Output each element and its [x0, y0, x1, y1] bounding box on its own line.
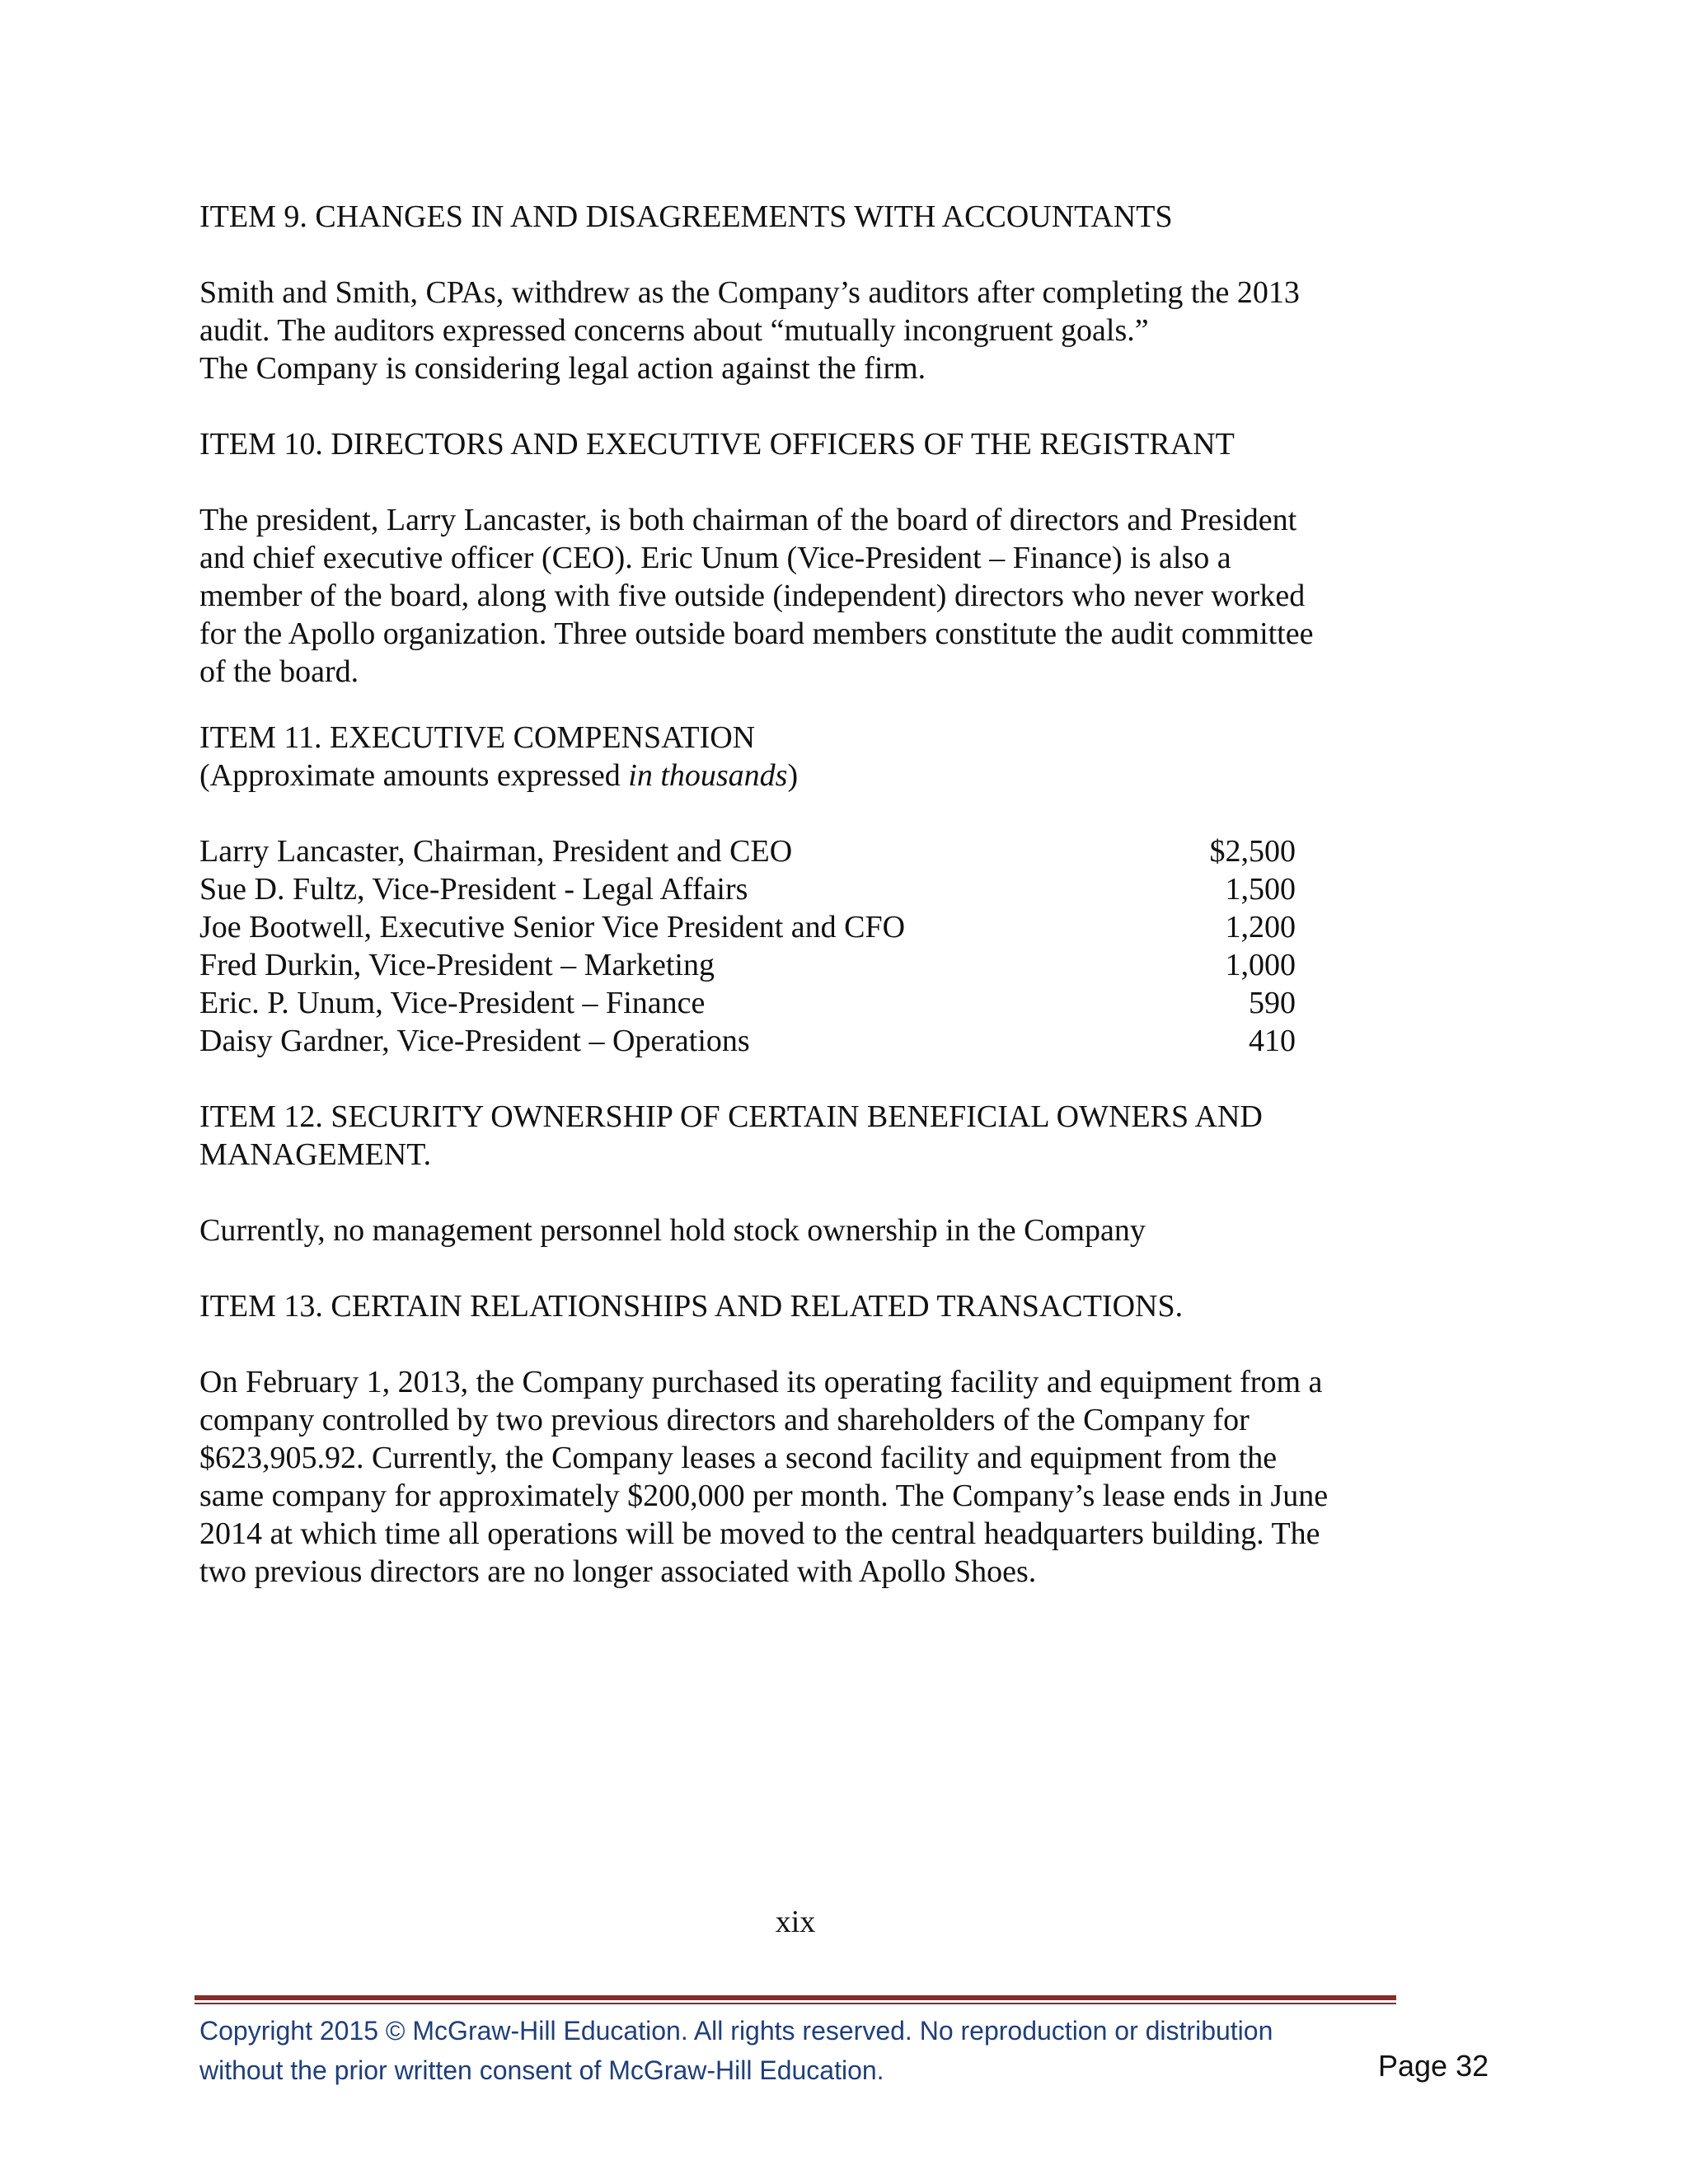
- item13-line-2: company controlled by two previous directors and shareholders of the Company for: [199, 1403, 1250, 1437]
- item10-line-2: and chief executive officer (CEO). Eric Unum (Vice-President – Finance) is also a: [199, 541, 1231, 575]
- compensation-row: [199, 908, 1296, 946]
- item12-text: Currently, no management personnel hold stock ownership in the Company: [199, 1213, 1146, 1248]
- item10-line-3: member of the board, along with five outside (independent) directors who never worked: [199, 579, 1306, 613]
- compensation-row: [199, 870, 1296, 908]
- item12-heading-line-1: ITEM 12. SECURITY OWNERSHIP OF CERTAIN BENEFICIAL OWNERS AND: [199, 1099, 1263, 1134]
- copyright-line-2: without the prior written consent of McGraw-Hill Education.: [199, 2055, 884, 2085]
- item13-line-1: On February 1, 2013, the Company purchased its operating facility and equipment from a: [199, 1365, 1323, 1399]
- item12-heading-line-2: MANAGEMENT.: [199, 1137, 432, 1172]
- item10-line-4: for the Apollo organization. Three outside board members constitute the audit committee: [199, 616, 1314, 651]
- compensation-name: Daisy Gardner, Vice-President – Operations: [199, 1024, 750, 1058]
- compensation-amount: 1,200: [1225, 910, 1296, 944]
- compensation-row: [199, 1022, 1296, 1060]
- footer-divider-thin: [195, 2003, 1396, 2004]
- item13-line-4: same company for approximately $200,000 per month. The Company’s lease ends in June: [199, 1479, 1329, 1513]
- item11-subtitle-suffix: ): [787, 758, 799, 793]
- copyright-notice: [199, 2011, 1436, 2090]
- item11-subtitle-italic: in thousands: [628, 758, 788, 793]
- item13-line-5: 2014 at which time all operations will be moved to the central headquarters building. The: [199, 1516, 1320, 1551]
- compensation-amount: 1,500: [1225, 872, 1296, 907]
- item11-subtitle: [199, 757, 1395, 794]
- compensation-row: [199, 946, 1296, 984]
- compensation-row: [199, 832, 1296, 870]
- item11-heading: ITEM 11. EXECUTIVE COMPENSATION: [199, 720, 756, 755]
- item9-line-3: The Company is considering legal action against the firm.: [199, 351, 926, 386]
- item11-subtitle-prefix: (Approximate amounts expressed: [199, 758, 629, 793]
- page-number: xix: [775, 1905, 816, 1939]
- item10-line-5: of the board.: [199, 654, 359, 689]
- item10-line-1: The president, Larry Lancaster, is both chairman of the board of directors and President: [199, 503, 1297, 537]
- item13-line-6: two previous directors are no longer associated with Apollo Shoes.: [199, 1554, 1037, 1589]
- footer-divider: [195, 1995, 1396, 2000]
- compensation-name: Eric. P. Unum, Vice-President – Finance: [199, 986, 706, 1020]
- compensation-row: [199, 984, 1296, 1022]
- page-label: Page 32: [1378, 2049, 1489, 2083]
- compensation-amount: 1,000: [1225, 948, 1296, 982]
- compensation-name: Fred Durkin, Vice-President – Marketing: [199, 948, 715, 982]
- compensation-name: Larry Lancaster, Chairman, President and CEO: [199, 834, 793, 869]
- item9-line-2: audit. The auditors expressed concerns about “mutually incongruent goals.”: [199, 313, 1149, 348]
- item13-line-3: $623,905.92. Currently, the Company leases a second facility and equipment from the: [199, 1441, 1278, 1475]
- item9-line-1: Smith and Smith, CPAs, withdrew as the Company’s auditors after completing the 2013: [199, 275, 1300, 310]
- compensation-amount: $2,500: [1209, 834, 1296, 869]
- compensation-name: Joe Bootwell, Executive Senior Vice President and CFO: [199, 910, 906, 944]
- item13-heading: ITEM 13. CERTAIN RELATIONSHIPS AND RELATED TRANSACTIONS.: [199, 1289, 1184, 1324]
- compensation-amount: 410: [1249, 1024, 1296, 1058]
- compensation-name: Sue D. Fultz, Vice-President - Legal Affairs: [199, 872, 748, 907]
- compensation-amount: 590: [1249, 986, 1296, 1020]
- item10-heading: ITEM 10. DIRECTORS AND EXECUTIVE OFFICERS OF THE REGISTRANT: [199, 427, 1235, 462]
- item9-heading: ITEM 9. CHANGES IN AND DISAGREEMENTS WITH ACCOUNTANTS: [199, 199, 1173, 234]
- compensation-table: [199, 832, 1296, 1060]
- copyright-line-1: Copyright 2015 © McGraw-Hill Education. All rights reserved. No reproduction or distribution: [199, 2016, 1273, 2046]
- document-body: [199, 198, 1395, 1591]
